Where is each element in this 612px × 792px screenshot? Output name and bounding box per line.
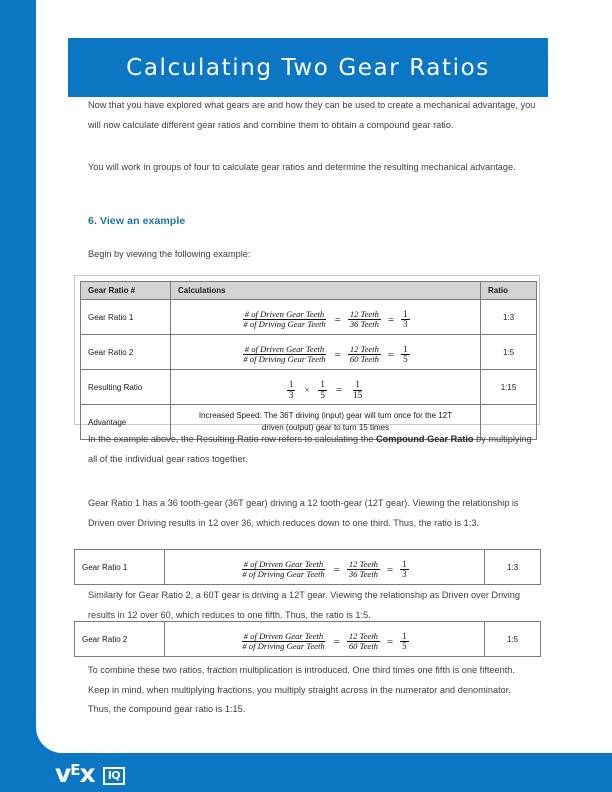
- equals-sign: =: [333, 635, 340, 648]
- formula-denominator: # of Driving Gear Teeth: [242, 569, 325, 580]
- vex-iq-logo: [55, 760, 125, 786]
- table-header-row: [81, 282, 537, 300]
- intro-paragraph-2: You will work in groups of four to calculate gear ratios and determine the resulting mechanical advantage.: [88, 162, 516, 172]
- row-text-advantage: Increased Speed: The 36T driving (input) gear will turn once for the 12T driven (output) gear to turn 15 times: [171, 405, 481, 440]
- table-row: [81, 335, 537, 370]
- vex-wordmark: $v^Ex$: [55, 758, 95, 788]
- formula-numerator: 12 Teeth: [348, 631, 378, 641]
- formula-gear-ratio-2: [165, 622, 485, 657]
- formula-numerator: 1: [403, 308, 408, 319]
- formula-denominator: 60 Teeth: [348, 641, 378, 652]
- formula-numerator: # of Driven Gear Teeth: [244, 344, 325, 354]
- formula-numerator: 1: [288, 379, 294, 389]
- equals-sign: =: [386, 563, 394, 576]
- gear-ratio-2-explanation: Similarly for Gear Ratio 2, a 60T gear is driving a 12T gear. Viewing the relationship as Driven over Driving results in 12 over 60, which reduces to one fifth. Thus, the ratio is 1:5.: [88, 590, 521, 620]
- row-label-gear-ratio-1: Gear Ratio 1: [81, 300, 171, 335]
- column-header-calculations: Calculations: [171, 282, 481, 300]
- formula-gear-ratio-1: [165, 550, 485, 585]
- table-row: [75, 550, 541, 585]
- formula-numerator: 12 Teeth: [348, 559, 378, 569]
- iq-badge: IQ: [103, 767, 125, 785]
- formula-denominator: 60 Teeth: [349, 354, 379, 365]
- row-label-gear-ratio-2: Gear Ratio 2: [75, 622, 165, 657]
- equals-sign: =: [334, 348, 341, 361]
- row-ratio-gear-ratio-1: 1:3: [481, 300, 537, 335]
- formula-numerator: 1: [402, 630, 407, 641]
- row-label-gear-ratio-2: Gear Ratio 2: [81, 335, 171, 370]
- text-emphasis-compound-gear-ratio: Compound Gear Ratio: [376, 434, 474, 444]
- table-row: [81, 370, 537, 405]
- section-heading: 6. View an example: [88, 215, 186, 227]
- page-title-banner: [68, 38, 548, 97]
- table-row: [81, 300, 537, 335]
- row-label-advantage: Advantage: [81, 405, 171, 440]
- formula-denominator: 36 Teeth: [349, 319, 379, 330]
- row-ratio-gear-ratio-2: 1:5: [485, 622, 541, 657]
- formula-gear-ratio-2: [171, 335, 481, 370]
- row-ratio-resulting: 1:15: [481, 370, 537, 405]
- formula-denominator: 15: [353, 389, 363, 400]
- formula-denominator: 36 Teeth: [348, 569, 378, 580]
- formula-denominator: # of Driving Gear Teeth: [243, 319, 326, 330]
- formula-denominator: 3: [403, 319, 408, 330]
- gear-ratio-1-table: [74, 549, 541, 585]
- formula-numerator: # of Driven Gear Teeth: [243, 559, 324, 569]
- text-fragment: In the example above, the Resulting Ratio row refers to calculating the: [88, 434, 377, 444]
- formula-resulting-ratio: [171, 370, 481, 405]
- formula-gear-ratio-1: [171, 300, 481, 335]
- multiplication-sign: ×: [304, 385, 310, 396]
- formula-denominator: 5: [403, 354, 408, 365]
- column-header-ratio: Ratio: [481, 282, 537, 300]
- equals-sign: =: [335, 384, 343, 397]
- equals-sign: =: [334, 313, 341, 326]
- table-row: [75, 622, 541, 657]
- equals-sign: =: [333, 563, 340, 576]
- begin-paragraph: Begin by viewing the following example:: [88, 249, 251, 259]
- row-label-gear-ratio-1: Gear Ratio 1: [75, 550, 165, 585]
- row-ratio-gear-ratio-2: 1:5: [481, 335, 537, 370]
- formula-denominator: # of Driving Gear Teeth: [242, 641, 325, 652]
- main-gear-ratio-table: [80, 281, 537, 440]
- equals-sign: =: [387, 313, 395, 326]
- gear-ratio-2-table: [74, 621, 541, 657]
- page-title: Calculating Two Gear Ratios: [126, 54, 490, 81]
- gear-ratio-1-explanation: Gear Ratio 1 has a 36 tooth-gear (36T gear) driving a 12 tooth-gear (12T gear). Viewing the relationship is Driven over Driving results in 12 over 36, which reduces down to one third. Thus, the ratio is 1:3.: [88, 498, 519, 528]
- formula-numerator: 1: [320, 379, 325, 389]
- compound-gear-ratio-paragraph: [88, 430, 536, 469]
- formula-numerator: 1: [403, 343, 408, 354]
- gear-ratio-1-table-frame: [74, 549, 540, 587]
- formula-denominator: 3: [402, 569, 407, 580]
- gear-ratio-2-table-frame: [74, 621, 540, 659]
- equals-sign: =: [387, 348, 395, 361]
- formula-numerator: 1: [402, 558, 407, 569]
- formula-numerator: # of Driven Gear Teeth: [244, 309, 325, 319]
- combine-ratios-explanation: To combine these two ratios, fraction multiplication is introduced. One third times one fifth is one fifteenth. Keep in mind, when multiplying fractions, you multiply straight across in the numerator and denominator. Thus, the compound gear ratio is 1:15.: [88, 665, 515, 714]
- formula-numerator: 1: [355, 379, 360, 389]
- formula-denominator: 5: [402, 641, 407, 652]
- text-fragment: by multiplying all of the individual gear ratios together.: [88, 434, 532, 464]
- formula-denominator: 3: [288, 389, 294, 400]
- formula-numerator: 12 Teeth: [349, 344, 379, 354]
- row-ratio-gear-ratio-1: 1:3: [485, 550, 541, 585]
- equals-sign: =: [386, 635, 394, 648]
- formula-denominator: # of Driving Gear Teeth: [243, 354, 326, 365]
- formula-denominator: 5: [320, 389, 325, 400]
- column-header-gear-ratio-number: Gear Ratio #: [81, 282, 171, 300]
- formula-numerator: # of Driven Gear Teeth: [243, 631, 324, 641]
- main-gear-ratio-table-frame: [74, 275, 540, 433]
- formula-numerator: 12 Teeth: [349, 309, 379, 319]
- intro-paragraph-1: Now that you have explored what gears are and how they can be used to create a mechanical advantage, you will now calculate different gear ratios and combine them to obtain a compound gear ratio.: [88, 100, 536, 130]
- row-label-resulting-ratio: Resulting Ratio: [81, 370, 171, 405]
